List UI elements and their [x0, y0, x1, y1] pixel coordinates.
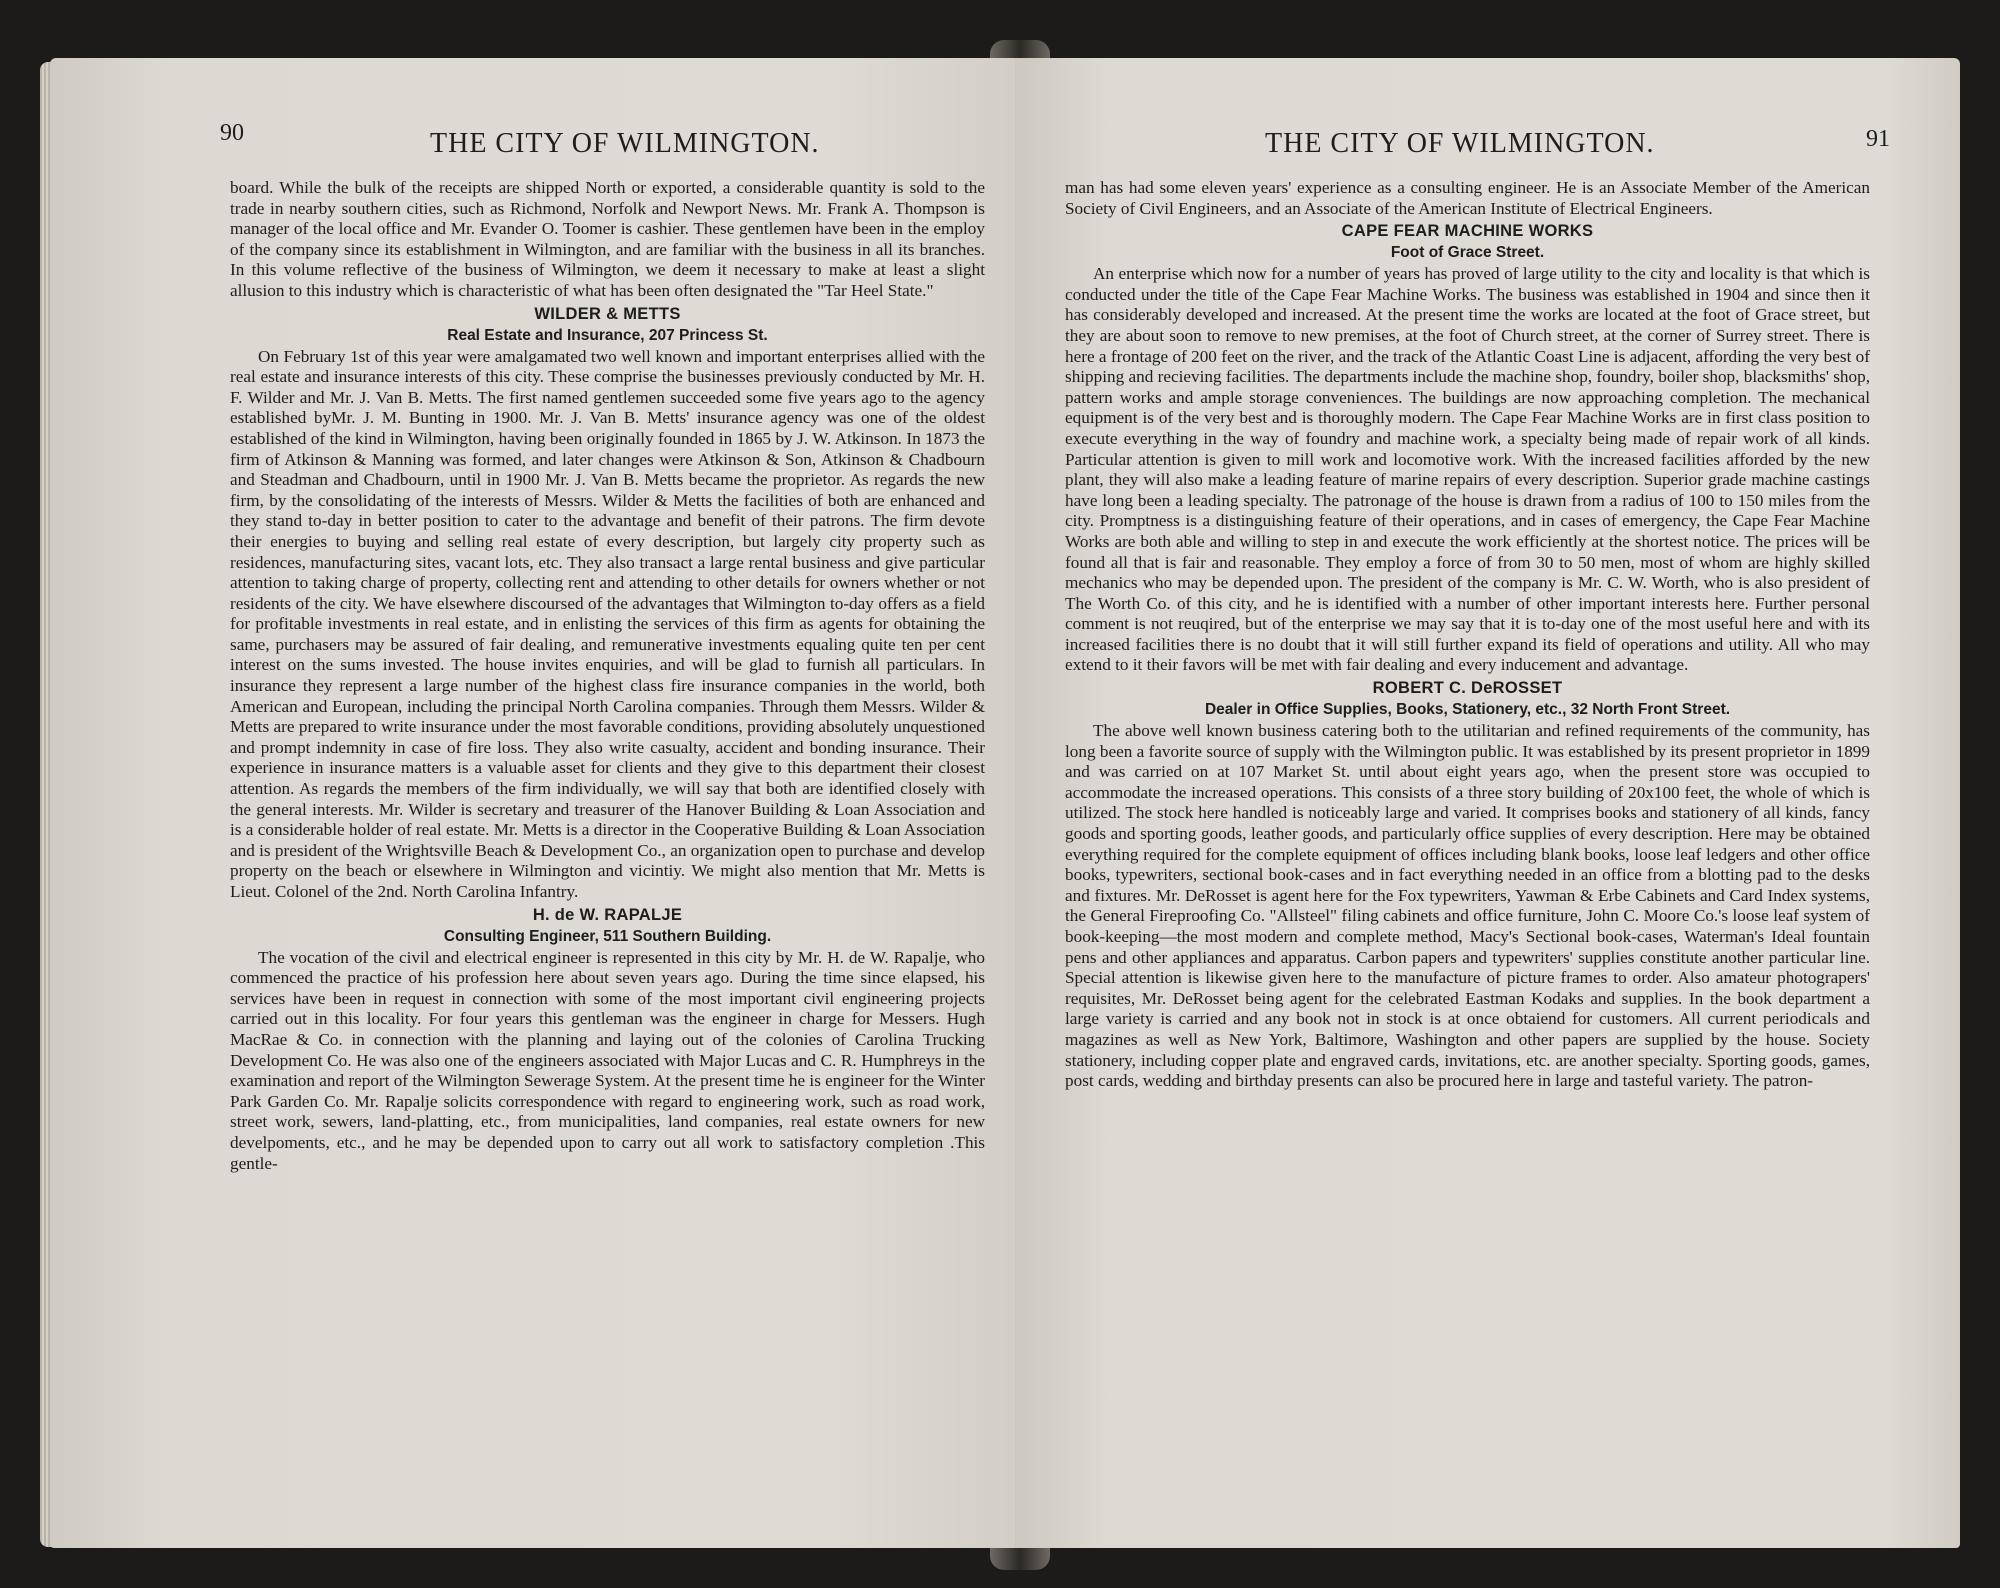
section-paragraph: On February 1st of this year were amalgamated two well known and important enterprises allied with the real estate and insurance interests of this city. These comprise the businesses previously conducted by Mr. H. F. Wilder and Mr. J. Van B. Metts. The first named gentlemen succeeded some five years ago to the agency established byMr. J. M. Bunting in 1900. Mr. J. Van B. Metts' insurance agency was one of the oldest established of the kind in Wilmington, having been originally founded in 1865 by J. W. Atkinson. In 1873 the firm of Atkinson & Manning was formed, and later changes were Atkinson & Son, Atkinson & Chadbourn and Steadman and Chadbourn, until in 1900 Mr. J. Van B. Metts became the proprietor. As regards the new firm, by the consolidating of the interests of Messrs. Wilder & Metts the facilities of both are enhanced and they stand to-day in better position to cater to the advantage and benefit of their patrons. The firm devote their energies to buying and selling real estate of every description, but largely city property such as residences, manufacturing sites, vacant lots, etc. They also transact a large rental business and give particular attention to taking charge of property, collecting rent and attending to other details for owners whether or not residents of the city. We have elsewhere discoursed of the advantages that Wilmington to-day offers as a field for profitable investments in real estate, and in enlisting the services of this firm as agents for obtaining the same, purchasers may be assured of fair dealing, and remunerative investments equaling quite ten per cent interest on the sums invested. The house invites enquiries, and will be glad to furnish all particulars. In insurance they represent a large number of the highest class fire insurance companies in the world, both American and European, including the principal North Carolina companies. Through them Messrs. Wilder & Metts are prepared to write insurance under the most favorable conditions, providing absolutely unquestioned and prompt indemnity in case of fire loss. They also write casualty, accident and bonding insurance. Their experience in insurance matters is a valuable asset for clients and they give to this department their closest attention. As regards the members of the firm individually, we will say that both are identified closely with the general interests. Mr. Wilder is secretary and treasurer of the Hanover Building & Loan Association and is a considerable holder of real estate. Mr. Metts is a director in the Cooperative Building & Loan Association and is president of the Wrightsville Beach & Development Co., an organization open to purchase and develop property on the beach or elsewhere in Wilmington and vicintiy. We might also mention that Mr. Metts is Lieut. Colonel of the 2nd. North Carolina Infantry.: [230, 346, 985, 901]
page-number: 91: [1866, 126, 1890, 152]
open-book: [30, 40, 1960, 1570]
intro-paragraph: man has had some eleven years' experience as a consulting engineer. He is an Associate Member of the American Society of Civil Engineers, and an Associate of the American Institute of Electrical Engineers.: [1065, 178, 1870, 218]
section-paragraph: An enterprise which now for a number of years has proved of large utility to the city and locality is that which is conducted under the title of the Cape Fear Machine Works. The business was established in 1904 and since then it has considerably developed and increased. At the present time the works are located at the foot of Grace street, but they are about soon to remove to new premises, at the foot of Church street, at the corner of Surrey street. There is here a frontage of 200 feet on the river, and the track of the Atlantic Coast Line is adjacent, affording the very best of shipping and recieving facilities. The departments include the machine shop, foundry, boiler shop, blacksmiths' shop, pattern works and ample storage conveniences. The buildings are now approaching completion. The mechanical equipment is of the very best and is thoroughly modern. The Cape Fear Machine Works are in first class position to execute everything in the way of foundry and machine work, a specialty being made of repair work of all kinds. Particular attention is given to mill work and locomotive work. With the increased facilities afforded by the new plant, they will also make a leading feature of marine repairs of every description. Superior grade machine castings have long been a leading specialty. The patronage of the house is drawn from a radius of 100 to 150 miles from the city. Promptness is a distinguishing feature of their operations, and in cases of emergency, the Cape Fear Machine Works are both able and willing to step in and execute the work efficiently at the shortest notice. The prices will be found all that is fair and reasonable. They employ a force of from 30 to 50 men, most of whom are highly skilled mechanics who may be depended upon. The president of the company is Mr. C. W. Worth, who is also president of The Worth Co. of this city, and he is identified with a number of other important interests here. Further personal comment is not reuqired, but of the enterprise we may say that it is to-day one of the most useful here and with its increased facilities there is no doubt that it will still further expand its field of operations and utility. All who may extend to it their favors will be met with fair dealing and every inducement and advantage.: [1065, 264, 1870, 675]
section-heading: CAPE FEAR MACHINE WORKS: [1341, 222, 1594, 241]
page-body: [1065, 178, 1870, 1092]
section-paragraph: The above well known business catering both to the utilitarian and refined requirements of the community, has long been a favorite source of supply with the Wilmington public. It was established by its present proprietor in 1899 and was carried on at 107 Market St. until about eight years ago, when the present store was occupied to accommodate the increased operations. This consists of a three story building of 20x100 feet, the whole of which is utilized. The stock here handled is noticeably large and varied. It comprises books and stationery of all kinds, fancy goods and sporting goods, leather goods, and particularly office supplies of every description. Here may be obtained everything required for the complete equipment of offices including blank books, loose leaf ledgers and other office books, typewriters, sectional book-cases and in fact everything needed in an office from a blotting pad to the desks and fixtures. Mr. DeRosset is agent here for the Fox typewriters, Yawman & Erbe Cabinets and Card Index systems, the General Fireproofing Co. "Allsteel" filing cabinets and office furniture, John C. Moore Co.'s loose leaf system of book-keeping—the most modern and complete method, Macy's Sectional book-cases, Waterman's Ideal fountain pens and other appliances and apparatus. Carbon papers and typewriters' supplies constitute another particular line. Special attention is likewise given here to the manufacture of picture frames to order. Also amateur photograpers' requisites, Mr. DeRosset being agent for the celebrated Eastman Kodaks and supplies. In the book department a large variety is carried and any book not in stock is at once obtaiend for customers. All current periodicals and magazines as well as New York, Baltimore, Washington and other papers are supplied by the house. Society stationery, including copper plate and engraved cards, invitations, etc. are another specialty. Sporting goods, games, post cards, wedding and birthday presents can also be procured here in large and tasteful variety. The patron-: [1065, 721, 1870, 1091]
running-head-right: [1065, 120, 1890, 160]
running-head-left: [220, 120, 985, 160]
section-heading: H. de W. RAPALJE: [532, 905, 683, 924]
section-subheading: Consulting Engineer, 511 Southern Building.: [443, 927, 772, 945]
page-body: [230, 178, 985, 1174]
section-paragraph: The vocation of the civil and electrical engineer is represented in this city by Mr. H. de W. Rapalje, who commenced the practice of his profession here about seven years ago. During the time since elapsed, his services have been in request in connection with some of the most important civil engineering projects carried out in this locality. For four years this gentleman was the engineer in charge for Messers. Hugh MacRae & Co. in connection with the planning and laying out of the colonies of Carolina Trucking Development Co. He was also one of the engineers associated with Major Lucas and C. R. Humphreys in the examination and report of the Wilmington Sewerage System. At the present time he is engineer for the Winter Park Garden Co. Mr. Rapalje solicits correspondence with regard to engineering work, such as road work, street work, sewers, land-platting, etc., from municipalities, land companies, real estate owners for new develpoments, etc., and he may be depended upon to carry out all work to satisfactory completion .This gentle-: [230, 947, 985, 1173]
section-subheading: Foot of Grace Street.: [1390, 244, 1545, 262]
right-page: [1015, 58, 1960, 1548]
left-page: [50, 58, 1025, 1548]
section-heading: ROBERT C. DeROSSET: [1372, 679, 1563, 698]
section-subheading: Real Estate and Insurance, 207 Princess St.: [447, 326, 768, 344]
intro-paragraph: board. While the bulk of the receipts are shipped North or exported, a considerable quantity is sold to the trade in nearby southern cities, such as Richmond, Norfolk and Newport News. Mr. Frank A. Thompson is manager of the local office and Mr. Evander O. Toomer is cashier. These gentlemen have been in the employ of the company since its establishment in Wilmington, and are familiar with the business in all its branches. In this volume reflective of the business of Wilmington, we deem it necessary to make at least a slight allusion to this industry which is characteristic of what has been often designated the "Tar Heel State.": [230, 178, 985, 300]
page-number: 90: [220, 120, 244, 146]
section-subheading: Dealer in Office Supplies, Books, Stationery, etc., 32 North Front Street.: [1204, 701, 1731, 719]
running-title: THE CITY OF WILMINGTON.: [430, 128, 820, 159]
section-heading: WILDER & METTS: [534, 304, 681, 323]
running-title: THE CITY OF WILMINGTON.: [1265, 128, 1655, 159]
